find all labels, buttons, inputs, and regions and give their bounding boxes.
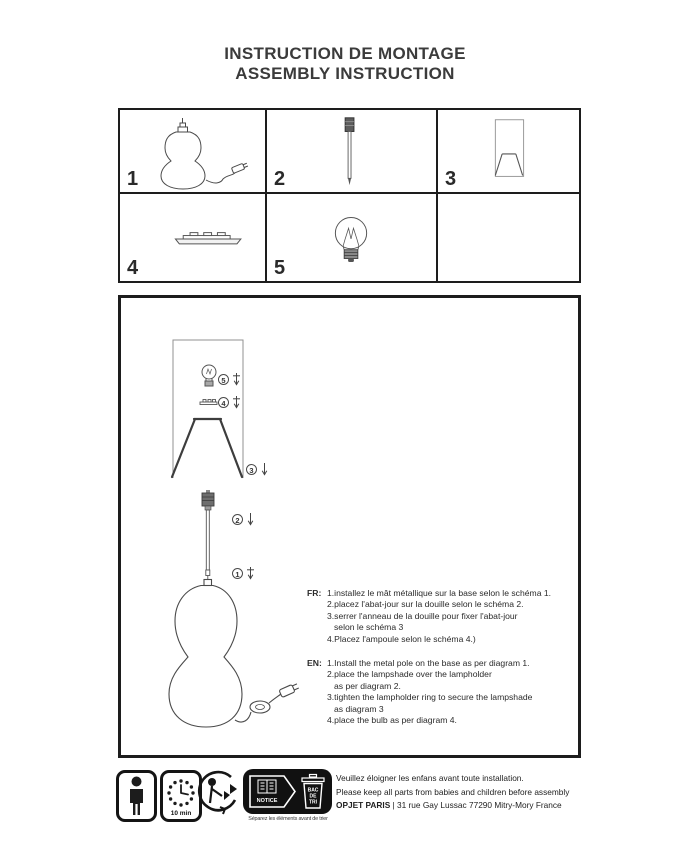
- title-fr: INSTRUCTION DE MONTAGE: [224, 44, 466, 63]
- down-arrow-icon: [260, 462, 269, 476]
- bulb-glyph: [202, 365, 216, 386]
- instructions-en: [307, 658, 582, 726]
- instruction-line: selon le schéma 3: [334, 622, 404, 633]
- light-bulb-icon: [267, 194, 436, 281]
- callout-number: 1: [232, 568, 243, 579]
- callout-step-5: [218, 372, 241, 386]
- callout-number: 4: [218, 397, 229, 408]
- brand-name: OPJET PARIS: [336, 800, 391, 811]
- instructions-fr: [307, 588, 582, 645]
- part-number: 3: [445, 168, 457, 190]
- lampshade-icon: [438, 110, 579, 192]
- parts-grid: [118, 108, 581, 283]
- instruction-line: as per diagram 2.: [334, 680, 401, 691]
- time-label: 10 min: [170, 810, 192, 817]
- part-number: 4: [127, 257, 139, 279]
- callout-step-1: [232, 566, 255, 580]
- person-icon: [119, 773, 154, 819]
- bin-label-line: BAC: [307, 787, 319, 794]
- instruction-line: 1.Install the metal pole on the base as per diagram 1.: [327, 658, 530, 668]
- clock-icon: [163, 775, 199, 811]
- lamp-base-glyph: [169, 580, 300, 728]
- down-arrow-icon: [246, 512, 255, 526]
- ring-glyph: [200, 400, 217, 405]
- part-number: 1: [127, 168, 139, 190]
- instruction-line: 3.tighten the lampholder ring to secure the lampshade: [327, 692, 533, 703]
- pole-glyph: [206, 510, 209, 570]
- page-title: [0, 44, 690, 84]
- cord-tip-glyph: [206, 570, 210, 580]
- notice-label: NOTICE: [256, 798, 278, 804]
- bin-label-line: DE: [309, 793, 317, 800]
- callout-number: 3: [246, 464, 257, 475]
- footer-text: [336, 772, 569, 813]
- instruction-line: as diagram 3: [334, 703, 384, 714]
- brand-address: [336, 799, 569, 813]
- shade-glyph: [172, 419, 242, 477]
- notice-booklet-icon: [258, 780, 276, 793]
- part-number: 5: [274, 257, 286, 279]
- triman-recycling-icon: [197, 767, 241, 825]
- callout-number: 5: [218, 374, 229, 385]
- lamp-base-with-cord-icon: [120, 110, 265, 192]
- notice-to-bin-icon: [243, 769, 332, 814]
- assembly-time-badge: [160, 770, 202, 822]
- instruction-line: 3.serrer l'anneau de la douille pour fixer l'abat-jour: [327, 610, 518, 621]
- insert-arrow-icon: [232, 372, 241, 386]
- lampholder-ring-icon: [120, 194, 265, 281]
- socket-glyph: [202, 490, 214, 510]
- part-cell-1: [120, 110, 267, 194]
- instruction-line: 4.Placez l'ampoule selon le schéma 4.): [327, 633, 476, 644]
- en-label: EN:: [307, 658, 322, 668]
- part-cell-2: [267, 110, 438, 194]
- instruction-line: 4.place the bulb as per diagram 4.: [327, 715, 457, 726]
- insert-arrow-icon: [232, 395, 241, 409]
- sorting-info-badge: [243, 769, 332, 814]
- instruction-line: 1.installez le mât métallique sur la base selon le schéma 1.: [327, 588, 552, 598]
- instruction-line: 2.placez l'abat-jour sur la douille selon le schéma 2.: [327, 599, 524, 610]
- part-number: 2: [274, 168, 286, 190]
- warning-en: Please keep all parts from babies and children before assembly: [336, 786, 570, 797]
- metal-pole-icon: [267, 110, 436, 192]
- fr-label: FR:: [307, 588, 322, 598]
- warning-fr: Veuillez éloigner les enfans avant toute installation.: [336, 773, 524, 783]
- one-person-badge: [116, 770, 157, 822]
- bin-label-line: TRI: [308, 799, 318, 806]
- callout-step-2: [232, 512, 255, 526]
- callout-step-3: [246, 462, 269, 476]
- callout-step-4: [218, 395, 241, 409]
- sorting-caption: Séparez les éléments avant de trier: [248, 816, 328, 822]
- insert-arrow-icon: [246, 566, 255, 580]
- brand-address-text: | 31 rue Gay Lussac 77290 Mitry-Mory France: [390, 800, 562, 811]
- part-cell-4: [120, 194, 267, 281]
- callout-number: 2: [232, 514, 243, 525]
- part-cell-5: [267, 194, 438, 281]
- part-cell-3: [438, 110, 579, 194]
- instruction-line: 2.place the lampshade over the lampholder: [327, 669, 492, 680]
- part-cell-empty: [438, 194, 579, 281]
- title-en: ASSEMBLY INSTRUCTION: [235, 64, 455, 83]
